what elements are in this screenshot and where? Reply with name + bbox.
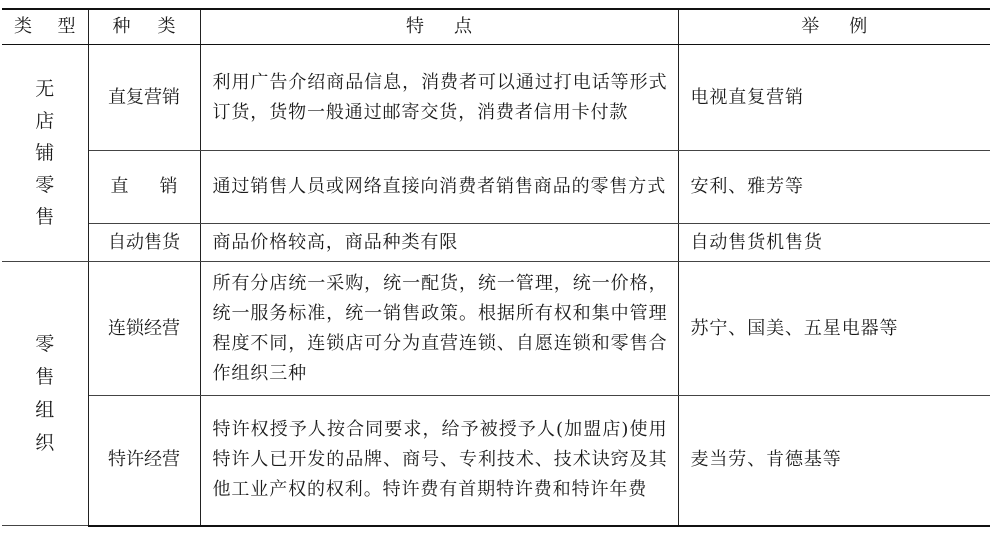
- group-type-label: 零售组织: [35, 332, 55, 454]
- table-row: [2, 396, 990, 526]
- header-example-char-1: 举: [801, 16, 820, 37]
- kind-cell: [88, 262, 200, 396]
- kind-label-char-2: 销: [159, 176, 178, 197]
- header-feature-char-2: 点: [454, 16, 472, 37]
- example-text: 麦当劳、肯德基等: [690, 449, 842, 471]
- feature-text: 特许权授予人按合同要求，给予被授予人(加盟店)使用特许人已开发的品牌、商号、专利技术、技术诀窍及其他工业产权的权利。特许费有首期特许费和特许年费: [212, 419, 668, 501]
- retail-types-table-wrapper: [2, 8, 990, 527]
- kind-label: 特许经营: [108, 449, 180, 471]
- kind-label-char-1: 直: [110, 176, 129, 197]
- table-row: [2, 151, 990, 224]
- header-example-char-2: 例: [849, 16, 868, 37]
- table-row: [2, 224, 990, 262]
- header-example: [678, 9, 990, 45]
- feature-text: 商品价格较高，商品种类有限: [212, 231, 459, 253]
- table-header-row: [2, 9, 990, 45]
- example-cell: [678, 224, 990, 262]
- group-type-cell: [2, 262, 88, 526]
- feature-cell: [200, 45, 678, 151]
- header-kind-char-2: 类: [157, 16, 176, 37]
- example-text: 自动售货机售货: [690, 231, 823, 253]
- header-type-char-1: 类: [14, 16, 32, 37]
- example-text: 安利、雅芳等: [690, 176, 804, 197]
- example-cell: [678, 45, 990, 151]
- kind-cell: [88, 396, 200, 526]
- feature-text: 通过销售人员或网络直接向消费者销售商品的零售方式: [212, 176, 667, 197]
- header-feature: [200, 9, 678, 45]
- header-type-char-2: 型: [57, 16, 76, 37]
- retail-types-table: [2, 8, 990, 527]
- group-type-label: 无店铺零售: [35, 78, 55, 228]
- example-cell: [678, 151, 990, 224]
- kind-cell: [88, 224, 200, 262]
- group-type-cell: [2, 45, 88, 262]
- example-cell: [678, 262, 990, 396]
- feature-cell: [200, 396, 678, 526]
- feature-text: 利用广告介绍商品信息，消费者可以通过打电话等形式订货，货物一般通过邮寄交货，消费者信用卡付款: [212, 71, 668, 123]
- example-cell: [678, 396, 990, 526]
- feature-text: 所有分店统一采购，统一配货，统一管理，统一价格，统一服务标准，统一销售政策。根据所有权和集中管理程度不同，连锁店可分为直营连锁、自愿连锁和零售合作组织三种: [212, 272, 668, 384]
- kind-label: 直复营销: [108, 86, 180, 108]
- example-text: 苏宁、国美、五星电器等: [690, 317, 899, 339]
- header-kind-char-1: 种: [112, 16, 131, 37]
- table-row: [2, 45, 990, 151]
- header-feature-char-1: 特: [406, 16, 424, 37]
- header-type: [2, 9, 88, 45]
- header-kind: [88, 9, 200, 45]
- kind-cell: [88, 151, 200, 224]
- table-row: [2, 262, 990, 396]
- kind-label: 连锁经营: [108, 317, 180, 339]
- feature-cell: [200, 151, 678, 224]
- feature-cell: [200, 224, 678, 262]
- feature-cell: [200, 262, 678, 396]
- kind-cell: [88, 45, 200, 151]
- example-text: 电视直复营销: [690, 86, 804, 108]
- kind-label: 自动售货: [108, 231, 180, 253]
